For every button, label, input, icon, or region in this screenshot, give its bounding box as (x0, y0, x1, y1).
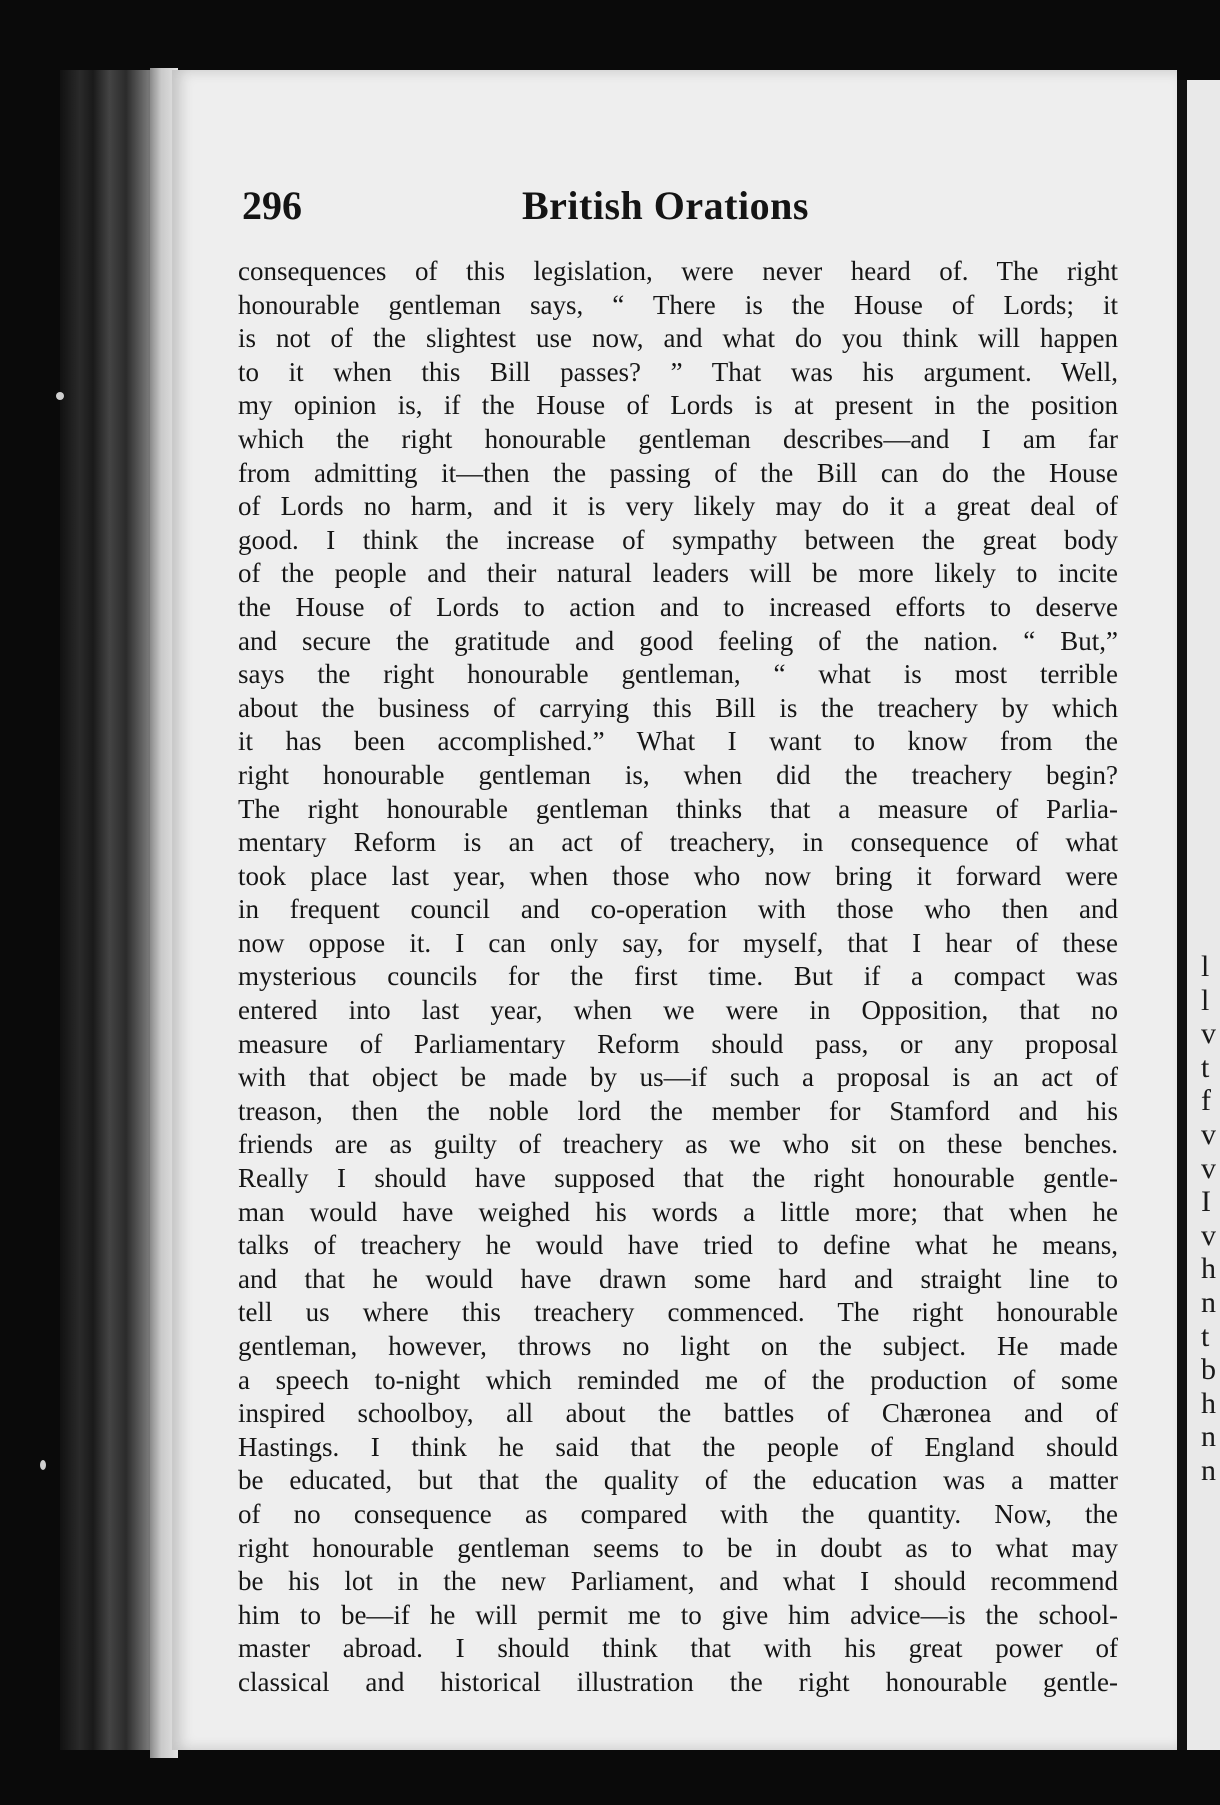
text-line: inspired schoolboy, all about the battles of Chæronea and of (238, 1398, 1118, 1429)
facing-page-letter: v (1201, 1151, 1216, 1185)
text-line: is not of the slightest use now, and what do you think will happen (238, 323, 1118, 354)
text-line: master abroad. I should think that with his great power of (238, 1633, 1118, 1664)
facing-page-letter: v (1201, 1017, 1216, 1051)
text-line: mentary Reform is an act of treachery, in consequence of what (238, 827, 1118, 858)
text-line: which the right honourable gentleman describes—and I am far (238, 423, 1118, 454)
text-line: Hastings. I think he said that the people of England should (238, 1431, 1118, 1462)
text-line: and that he would have drawn some hard and straight line to (238, 1263, 1118, 1294)
text-line: friends are as guilty of treachery as we who sit on these benches. (238, 1129, 1118, 1160)
text-line: of the people and their natural leaders will be more likely to incite (238, 558, 1118, 589)
scan-speck (40, 1460, 46, 1470)
text-line: right honourable gentleman is, when did the treachery begin? (238, 759, 1118, 790)
running-title: British Orations (522, 183, 809, 228)
text-line: classical and historical illustration the right honourable gentle- (238, 1666, 1118, 1697)
text-line: be his lot in the new Parliament, and what I should recommend (238, 1566, 1118, 1597)
text-line: and secure the gratitude and good feeling of the nation. “ But,” (238, 625, 1118, 656)
text-line: him to be—if he will permit me to give him advice—is the school- (238, 1599, 1118, 1630)
text-line: with that object be made by us—if such a proposal is an act of (238, 1062, 1118, 1093)
text-line: says the right honourable gentleman, “ what is most terrible (238, 659, 1118, 690)
text-line: be educated, but that the quality of the education was a matter (238, 1465, 1118, 1496)
facing-page-line-starts (1201, 950, 1216, 1488)
text-line: of Lords no harm, and it is very likely may do it a great deal of (238, 491, 1118, 522)
text-line: it has been accomplished.” What I want to know from the (238, 726, 1118, 757)
facing-page-letter: n (1201, 1420, 1216, 1454)
page-number: 296 (242, 183, 302, 228)
text-line: treason, then the noble lord the member for Stamford and his (238, 1095, 1118, 1126)
text-line: the House of Lords to action and to increased efforts to deserve (238, 591, 1118, 622)
facing-page-letter: v (1201, 1117, 1216, 1151)
facing-page-letter: h (1201, 1252, 1216, 1286)
facing-page-letter: b (1201, 1353, 1216, 1387)
text-line: Really I should have supposed that the right honourable gentle- (238, 1163, 1118, 1194)
text-line: now oppose it. I can only say, for myself, that I hear of these (238, 927, 1118, 958)
text-line: right honourable gentleman seems to be in doubt as to what may (238, 1532, 1118, 1563)
text-line: talks of treachery he would have tried to define what he means, (238, 1230, 1118, 1261)
book-page (172, 70, 1177, 1750)
text-line: in frequent council and co-operation with those who then and (238, 894, 1118, 925)
facing-page-letter: n (1201, 1285, 1216, 1319)
facing-page-letter: h (1201, 1386, 1216, 1420)
text-line: man would have weighed his words a little more; that when he (238, 1196, 1118, 1227)
text-line: good. I think the increase of sympathy between the great body (238, 524, 1118, 555)
text-line: to it when this Bill passes? ” That was his argument. Well, (238, 356, 1118, 387)
text-line: a speech to-night which reminded me of the production of some (238, 1364, 1118, 1395)
page-header (172, 182, 1177, 242)
facing-page-letter: l (1201, 983, 1210, 1017)
text-line: The right honourable gentleman thinks that a measure of Parlia- (238, 793, 1118, 824)
text-line: tell us where this treachery commenced. The right honourable (238, 1297, 1118, 1328)
text-line: honourable gentleman says, “ There is the House of Lords; it (238, 289, 1118, 320)
facing-page-letter: f (1201, 1084, 1211, 1118)
text-line: my opinion is, if the House of Lords is at present in the position (238, 390, 1118, 421)
facing-page-letter: l (1201, 950, 1210, 983)
facing-page-letter: t (1201, 1319, 1210, 1353)
text-line: about the business of carrying this Bill is the treachery by which (238, 692, 1118, 723)
facing-page-letter: t (1201, 1050, 1210, 1084)
text-line: of no consequence as compared with the quantity. Now, the (238, 1498, 1118, 1529)
text-line: entered into last year, when we were in Opposition, that no (238, 995, 1118, 1026)
body-text (238, 255, 1118, 1700)
scan-speck (56, 392, 64, 400)
text-line: mysterious councils for the first time. But if a compact was (238, 961, 1118, 992)
facing-page-edge (1177, 80, 1220, 1750)
text-line: from admitting it—then the passing of the Bill can do the House (238, 457, 1118, 488)
text-line: consequences of this legislation, were never heard of. The right (238, 256, 1118, 286)
facing-page-letter: n (1201, 1453, 1216, 1487)
facing-page-letter: I (1201, 1185, 1211, 1219)
facing-page-letter: v (1201, 1218, 1216, 1252)
text-line: gentleman, however, throws no light on the subject. He made (238, 1331, 1118, 1361)
text-line: took place last year, when those who now bring it forward were (238, 860, 1118, 891)
text-line: measure of Parliamentary Reform should pass, or any proposal (238, 1028, 1118, 1059)
